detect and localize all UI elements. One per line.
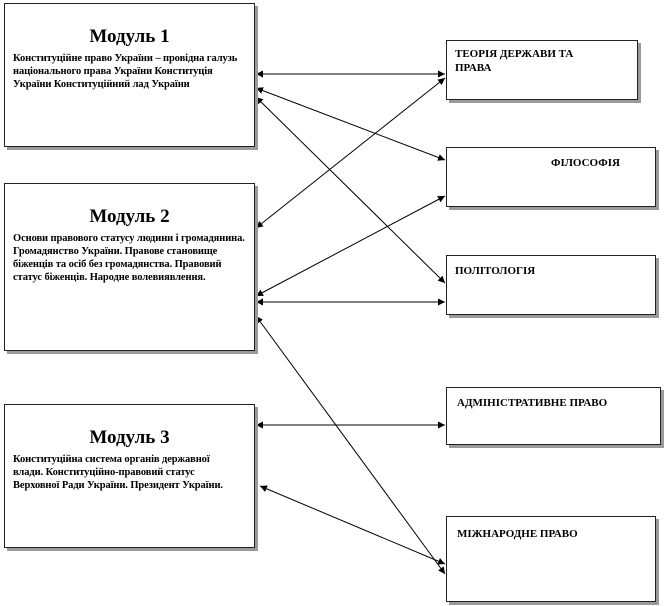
subject-theory-label: ТЕОРІЯ ДЕРЖАВИ ТА ПРАВА (455, 48, 574, 74)
arrow-module-1-to-politology (256, 97, 445, 283)
subject-administrative-box (446, 387, 661, 445)
module-2-title: Модуль 2 (89, 206, 170, 227)
module-1-text: Конституційне право України – провідна галузь національного права України Конституція України Конституційний лад України (13, 53, 238, 90)
subject-philosophy-label: ФІЛОСОФІЯ (551, 157, 620, 169)
module-2-text: Основи правового статусу людини і громадянина. Громадянство України. Правове становище біженців та осіб без громадянства. Правовий статус біженців. Народне волевиявлення. (13, 233, 245, 283)
subject-politology-box (446, 255, 656, 315)
arrow-module-2-to-international (256, 316, 445, 574)
arrow-module-3-to-international (260, 486, 445, 564)
subject-theory-box (446, 40, 638, 100)
module-2-box (4, 183, 255, 351)
subject-international-box (446, 516, 656, 602)
module-1-title: Модуль 1 (89, 26, 170, 47)
subject-administrative-label: АДМІНІСТРАТИВНЕ ПРАВО (457, 397, 608, 409)
subject-politology-label: ПОЛІТОЛОГІЯ (455, 265, 536, 277)
module-3-text: Конституційна система органів державної влади. Конституційно-правовий статус Верховної Ради України. Президент України. (13, 454, 223, 491)
subject-philosophy-box (446, 147, 656, 207)
subject-international-label: МІЖНАРОДНЕ ПРАВО (457, 528, 578, 540)
module-3-title: Модуль 3 (89, 427, 170, 448)
arrow-module-1-to-philosophy (256, 88, 445, 160)
module-3-box (4, 404, 255, 548)
arrow-module-2-to-philosophy (256, 196, 445, 296)
module-1-box (4, 3, 255, 147)
arrow-module-2-to-theory (256, 78, 445, 228)
